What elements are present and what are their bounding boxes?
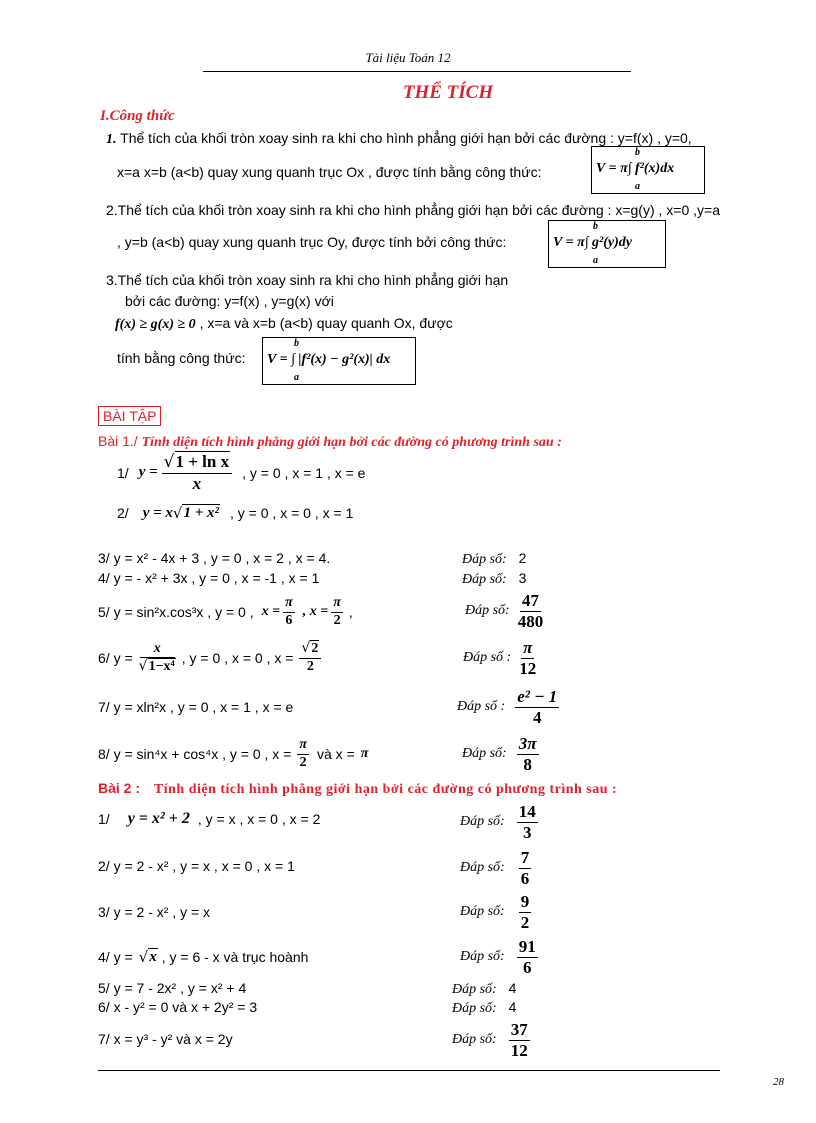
problem-number: 1/ [98,811,110,827]
connector: và x = [317,746,355,762]
rest: , y = 6 - x và trục hoành [161,949,309,965]
bai2-title: Bài 2 : [98,780,141,796]
fraction [283,596,295,628]
problem-text: 6/ y = [98,650,133,666]
answer-fraction [519,849,532,888]
answer-fraction [517,938,538,977]
bai2-header [98,780,617,798]
denominator: 8 [523,754,532,774]
numerator: π [297,738,309,755]
x-eq: , x = [302,604,329,619]
denominator: 2 [333,612,341,628]
answer-1-5 [465,589,543,633]
bai1-header [98,433,562,451]
formula-1-line2: x=a x=b (a<b) quay xung quanh trục Ox , được tính bằng công thức: [117,164,542,180]
sqrt-content: x [149,949,157,965]
answer-2-6 [452,999,516,1017]
answer-1-6 [463,636,536,680]
formula-box-1 [591,146,705,194]
numerator: π [523,637,533,657]
numerator: 7 [520,847,530,867]
denominator: 2 [520,912,530,932]
answer-value: 3 [518,570,527,586]
problem-text: 5/ y = sin²x.cos³x , y = 0 , [98,604,254,620]
numerator: 37 [510,1019,528,1039]
pi-symbol: π [360,746,369,761]
formula-1: V = π∫ f²(x)dx [596,161,675,176]
footer-rule [98,1070,720,1071]
sqrt-content: 1 + ln x [175,452,230,471]
problem-1-5 [98,592,353,632]
fraction: $\frac{x}{\text{√1−x⁴}}$ [138,640,175,674]
sqrt-content: 1 + x² [183,505,220,521]
fraction: $\frac{√2}{2}$ [299,641,321,674]
problem-2-6: 6/ x - y² = 0 và x + 2y² = 3 [98,999,258,1015]
denominator: 3 [522,822,532,842]
answer-1-4 [462,570,526,588]
bai1-title: Bài 1./ [98,433,138,449]
problem-1-6 [98,636,321,680]
answer-label: Đáp số: [452,982,497,997]
denominator: 12 [510,1040,528,1060]
answer-label: Đáp số: [460,860,505,875]
exercise-label: BÀI TẬP [98,406,161,426]
answer-fraction [517,803,538,842]
answer-label: Đáp số: [462,746,507,761]
problem-2-1 [98,810,320,828]
problem-1-2: 2/ y = x √ 1 + x² , y = 0 , x = 0 , x = 1 [117,504,354,522]
formula-2-line1: 2.Thể tích của khối tròn xoay sinh ra khi cho hình phẳng giới hạn bởi các đường : x=g(y) , x=0 ,y=a [106,202,720,218]
problem-number: 2/ [117,505,129,521]
answer-label: Đáp số: [460,949,505,964]
answer-label: Đáp số: [460,814,505,829]
answer-fraction [509,1021,530,1060]
denominator: 4 [532,707,542,727]
answer-1-8 [462,732,539,776]
answer-label: Đáp số: [462,572,507,587]
denominator: 6 [520,868,530,888]
answer-1-3 [462,550,526,568]
problem-1-8 [98,732,368,776]
item-number: 1. [106,132,117,147]
numerator: x [140,642,175,658]
condition-text: , x=a và x=b (a<b) quay quanh Ox, được [199,315,453,331]
rest: , y = 0 , x = 0 , x = 1 [230,505,354,521]
lhs: y = x [142,504,173,521]
answer-2-3 [460,889,531,935]
numerator: 47 [521,590,539,610]
page-title: THỂ TÍCH [402,82,494,103]
answer-2-5 [452,980,516,998]
denominator: 6 [522,957,532,977]
answer-label: Đáp số: [452,1032,497,1047]
numerator: 3π [518,733,537,753]
denominator: 2 [299,754,307,770]
formula-3-line2: bởi các đường: y=f(x) , y=g(x) với [125,293,334,309]
fraction [331,596,343,628]
sqrt-content: 2 [311,641,319,657]
numerator: 14 [518,801,536,821]
answer-label: Đáp số: [465,603,510,618]
punctuation: , [348,604,353,620]
answer-2-4 [460,934,538,980]
answer-2-7 [452,1017,530,1063]
answer-2-1 [460,799,538,845]
fraction [297,738,309,770]
answer-2-2 [460,845,531,891]
problem-2-4: 4/ y = √ x , y = 6 - x và trục hoành [98,948,309,966]
problem-2-2: 2/ y = 2 - x² , y = x , x = 0 , x = 1 [98,858,295,874]
section-heading: I.Công thức [100,108,175,124]
lower-limit: a [635,181,640,192]
upper-limit: b [635,147,640,158]
bai1-desc: Tính diện tích hình phẳng giới hạn bởi các đường có phương trình sau : [141,435,562,450]
problem-text: 8/ y = sin⁴x + cos⁴x , y = 0 , x = [98,746,292,762]
header-title: Tài liệu Toán 12 [365,50,451,65]
answer-label: Đáp số: [452,1001,497,1016]
header-rule [203,71,631,72]
answer-label: Đáp số: [460,904,505,919]
answer-fraction [518,592,544,631]
formula-box-2 [548,220,666,268]
answer-fraction [515,688,559,727]
numerator: π [331,596,343,613]
page-number: 28 [773,1076,784,1088]
denominator: 480 [517,611,544,631]
x-eq: x = [261,604,281,619]
numerator: π [283,596,295,613]
numerator: e² − 1 [517,686,558,706]
formula-3-line4: tính bằng công thức: [117,350,246,366]
answer-label: Đáp số : [457,699,506,714]
numerator: 9 [520,891,530,911]
item-text: Thể tích của khối tròn xoay sinh ra khi cho hình phẳng giới hạn bởi các đường : y=f(x) , y=0, [120,130,692,146]
formula-2: V = π∫ g²(y)dy [553,235,632,250]
answer-label: Đáp số : [463,650,512,665]
answer-fraction [519,893,532,932]
expression: y = x² + 2 [127,810,190,827]
denominator: 2 [306,659,314,674]
answer-value: 2 [518,550,527,566]
denominator: 6 [285,612,293,628]
lower-limit: a [294,372,299,383]
problem-text: 4/ y = [98,949,133,965]
rest: , y = 0 , x = 0 , x = [181,650,294,666]
numerator: 91 [518,936,536,956]
answer-fraction [517,735,539,774]
fraction: $\frac{\text{√1 + ln x}}{x}$ [162,453,232,493]
answer-label: Đáp số: [462,552,507,567]
rest: , y = 0 , x = 1 , x = e [242,464,366,481]
problem-1-7: 7/ y = xln²x , y = 0 , x = 1 , x = e [98,699,294,715]
problem-2-5: 5/ y = 7 - 2x² , y = x² + 4 [98,980,247,996]
formula-box-3 [262,337,416,385]
bai2-desc: Tính diện tích hình phẳng giới hạn bởi các đường có phương trình sau : [153,782,618,797]
formula-3-line3 [115,315,453,333]
problem-number: 1/ [117,464,129,481]
problem-1-3: 3/ y = x² - 4x + 3 , y = 0 , x = 2 , x = 4. [98,550,331,566]
problem-1-1 [117,453,365,493]
answer-value: 4 [508,999,517,1015]
lhs: y = [138,464,158,481]
denominator: x [192,473,202,493]
answer-fraction [519,639,536,678]
formula-2-line2: , y=b (a<b) quay xung quanh trục Oy, được tính bởi công thức: [117,234,507,250]
upper-limit: b [593,221,598,232]
formula-3: V = ∫ |f²(x) − g²(x)| dx [267,352,391,367]
rest: , y = x , x = 0 , x = 2 [197,811,321,827]
condition: f(x) ≥ g(x) ≥ 0 [115,317,196,332]
problem-1-4: 4/ y = - x² + 3x , y = 0 , x = -1 , x = 1 [98,570,320,586]
lower-limit: a [593,255,598,266]
formula-3-line1: 3.Thể tích của khối tròn xoay sinh ra khi cho hình phẳng giới hạn [106,272,509,288]
denominator: 12 [519,658,537,678]
problem-2-7: 7/ x = y³ - y² và x = 2y [98,1031,233,1047]
problem-2-3: 3/ y = 2 - x² , y = x [98,904,211,920]
upper-limit: b [294,338,299,349]
sqrt-content: 1−x⁴ [148,658,175,674]
answer-value: 4 [508,980,517,996]
answer-1-7 [457,684,559,730]
